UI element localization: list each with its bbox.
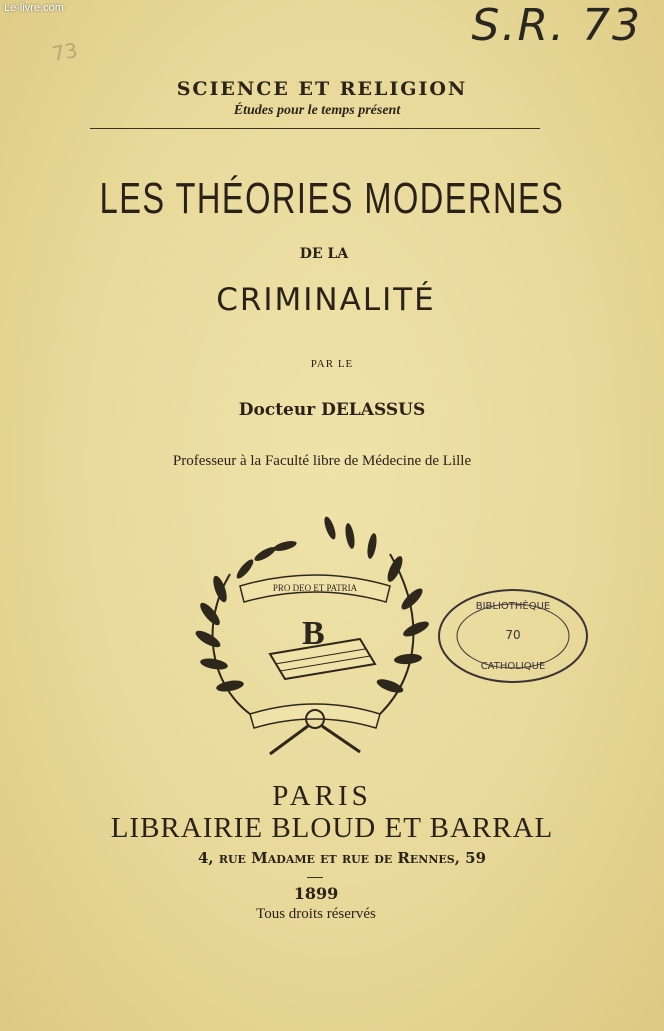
stamp-top-text: BIBLIOTHÈQUE	[475, 601, 551, 612]
imprint-publisher: LIBRAIRIE BLOUD ET BARRAL	[110, 812, 554, 844]
emblem-monogram: B	[302, 615, 325, 652]
imprint-divider	[307, 877, 323, 878]
imprint-city: PARIS	[272, 780, 372, 812]
header-rule	[90, 128, 540, 129]
affiliation: Professeur à la Faculté libre de Médecine de Lille	[172, 453, 472, 469]
title-line-2: DE LA	[299, 246, 349, 262]
series-subtitle: Études pour le temps présent	[233, 103, 401, 118]
series-title: SCIENCE ET RELIGION	[176, 78, 468, 100]
watermark: Le-livre.com	[4, 2, 64, 14]
series-header	[0, 78, 664, 119]
svg-text:70: 70	[505, 628, 521, 642]
title-line-1: LES THÉORIES MODERNES	[99, 174, 565, 223]
imprint-year: 1899	[293, 884, 339, 903]
publisher-emblem	[190, 514, 440, 764]
stamp-bottom-text: CATHOLIQUE	[480, 661, 546, 672]
imprint-rights: Tous droits réservés	[256, 906, 376, 922]
library-stamp	[434, 585, 592, 687]
imprint-address: 4, rue Madame et rue de Rennes, 59	[197, 849, 487, 867]
author: Docteur DELASSUS	[238, 400, 426, 420]
pencil-note: 73	[50, 37, 80, 67]
shelfmark: S.R. 73	[471, 0, 642, 51]
title-line-3: CRIMINALITÉ	[216, 282, 436, 318]
byline: PAR LE	[310, 358, 354, 370]
emblem-motto: PRO DEO ET PATRIA	[272, 583, 358, 593]
